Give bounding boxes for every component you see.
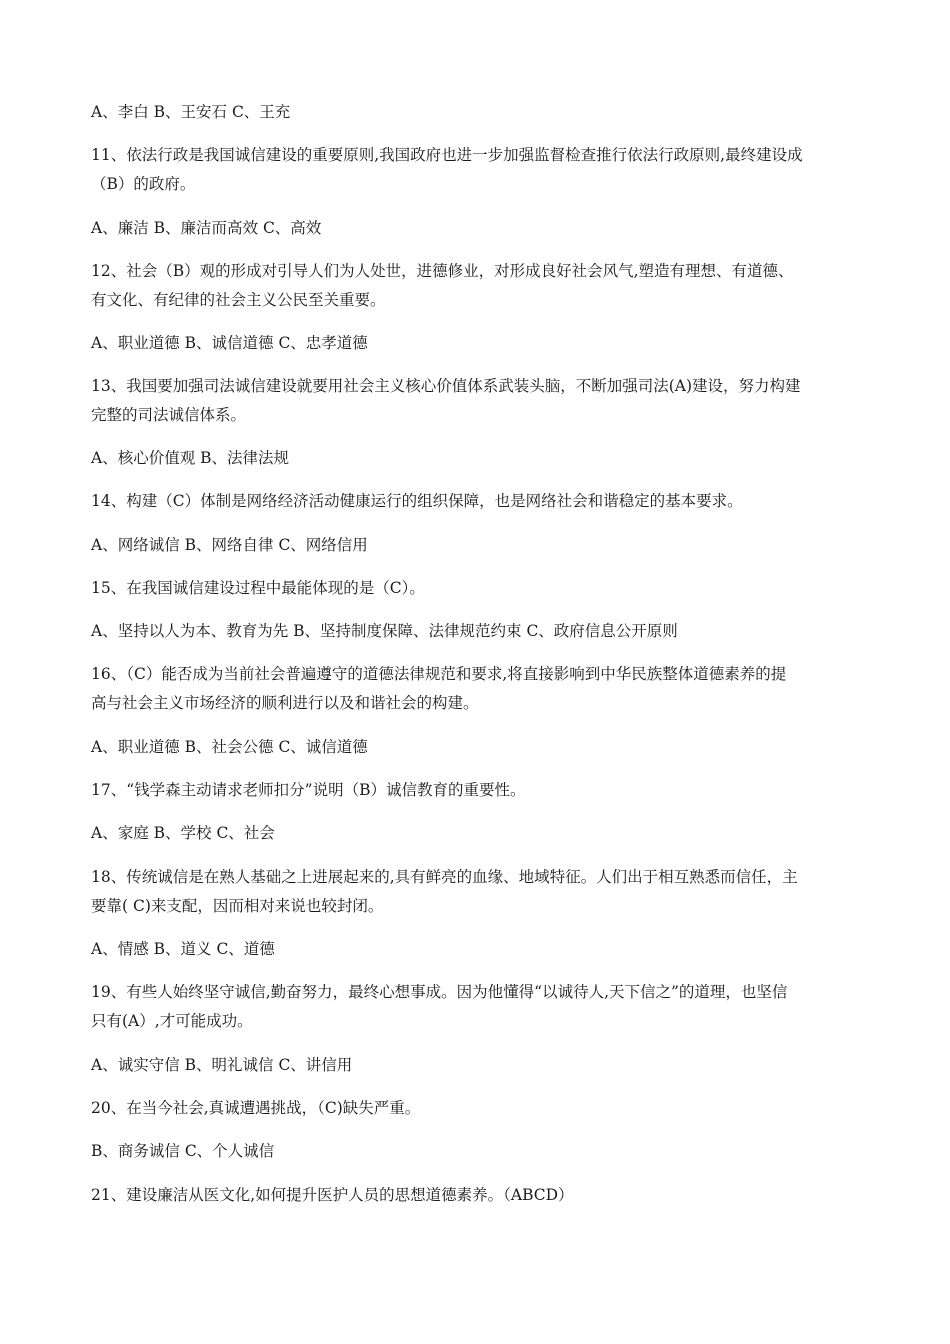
question-line: （B）的政府。 (91, 175, 196, 193)
question-14: 14、构建（C）体制是网络经济活动健康运行的组织保障，也是网络社会和谐稳定的基本要求。 (91, 492, 743, 510)
question-20: 20、在当今社会,真诚遭遇挑战，（C)缺失严重。 (91, 1099, 421, 1117)
answer-options: A、职业道德 B、社会公德 C、诚信道德 (91, 738, 368, 756)
question-19 (91, 978, 866, 1036)
question-line: 16、（C）能否成为当前社会普遍遵守的道德法律规范和要求,将直接影响到中华民族整体道德素养的提 (91, 665, 787, 683)
question-line: 13、我国要加强司法诚信建设就要用社会主义核心价值体系武装头脑，不断加强司法(A)建设，努力构建 (91, 377, 801, 395)
answer-options: A、廉洁 B、廉洁而高效 C、高效 (91, 219, 322, 237)
question-line: 完整的司法诚信体系。 (91, 406, 247, 424)
question-line: 19、有些人始终坚守诚信,勤奋努力，最终心想事成。因为他懂得“以诚待人,天下信之”的道理，也坚信 (91, 983, 788, 1001)
answer-options: B、商务诚信 C、个人诚信 (91, 1142, 275, 1160)
answer-options: A、诚实守信 B、明礼诚信 C、讲信用 (91, 1056, 353, 1074)
answer-options: A、核心价值观 B、法律法规 (91, 449, 290, 467)
question-line: 只有(A）,才可能成功。 (91, 1012, 253, 1030)
answer-options: A、职业道德 B、诚信道德 C、忠孝道德 (91, 334, 368, 352)
question-line: 11、依法行政是我国诚信建设的重要原则,我国政府也进一步加强监督检查推行依法行政原则,最终建设成 (91, 146, 803, 164)
question-17: 17、“钱学森主动请求老师扣分”说明（B）诚信教育的重要性。 (91, 781, 526, 799)
answer-options: A、情感 B、道义 C、道德 (91, 940, 275, 958)
question-line: 18、传统诚信是在熟人基础之上进展起来的,具有鲜亮的血缘、地域特征。人们出于相互熟悉而信任，主 (91, 868, 798, 886)
question-18 (91, 863, 866, 921)
question-11 (91, 141, 866, 199)
answer-options: A、李白 B、王安石 C、王充 (91, 103, 291, 121)
question-line: 要靠( C)来支配，因而相对来说也较封闭。 (91, 897, 384, 915)
answer-options: A、坚持以人为本、教育为先 B、坚持制度保障、法律规范约束 C、政府信息公开原则 (91, 622, 678, 640)
answer-options: A、家庭 B、学校 C、社会 (91, 824, 275, 842)
question-15: 15、在我国诚信建设过程中最能体现的是（C）。 (91, 579, 425, 597)
question-line: 有文化、有纪律的社会主义公民至关重要。 (91, 291, 386, 309)
question-13 (91, 372, 866, 430)
question-line: 高与社会主义市场经济的顺利进行以及和谐社会的构建。 (91, 694, 479, 712)
question-16 (91, 660, 866, 718)
question-21: 21、建设廉洁从医文化,如何提升医护人员的思想道德素养。（ABCD） (91, 1186, 574, 1204)
question-12 (91, 257, 866, 315)
answer-options: A、网络诚信 B、网络自律 C、网络信用 (91, 536, 368, 554)
question-line: 12、社会（B）观的形成对引导人们为人处世，进德修业，对形成良好社会风气,塑造有理想、有道德、 (91, 262, 794, 280)
